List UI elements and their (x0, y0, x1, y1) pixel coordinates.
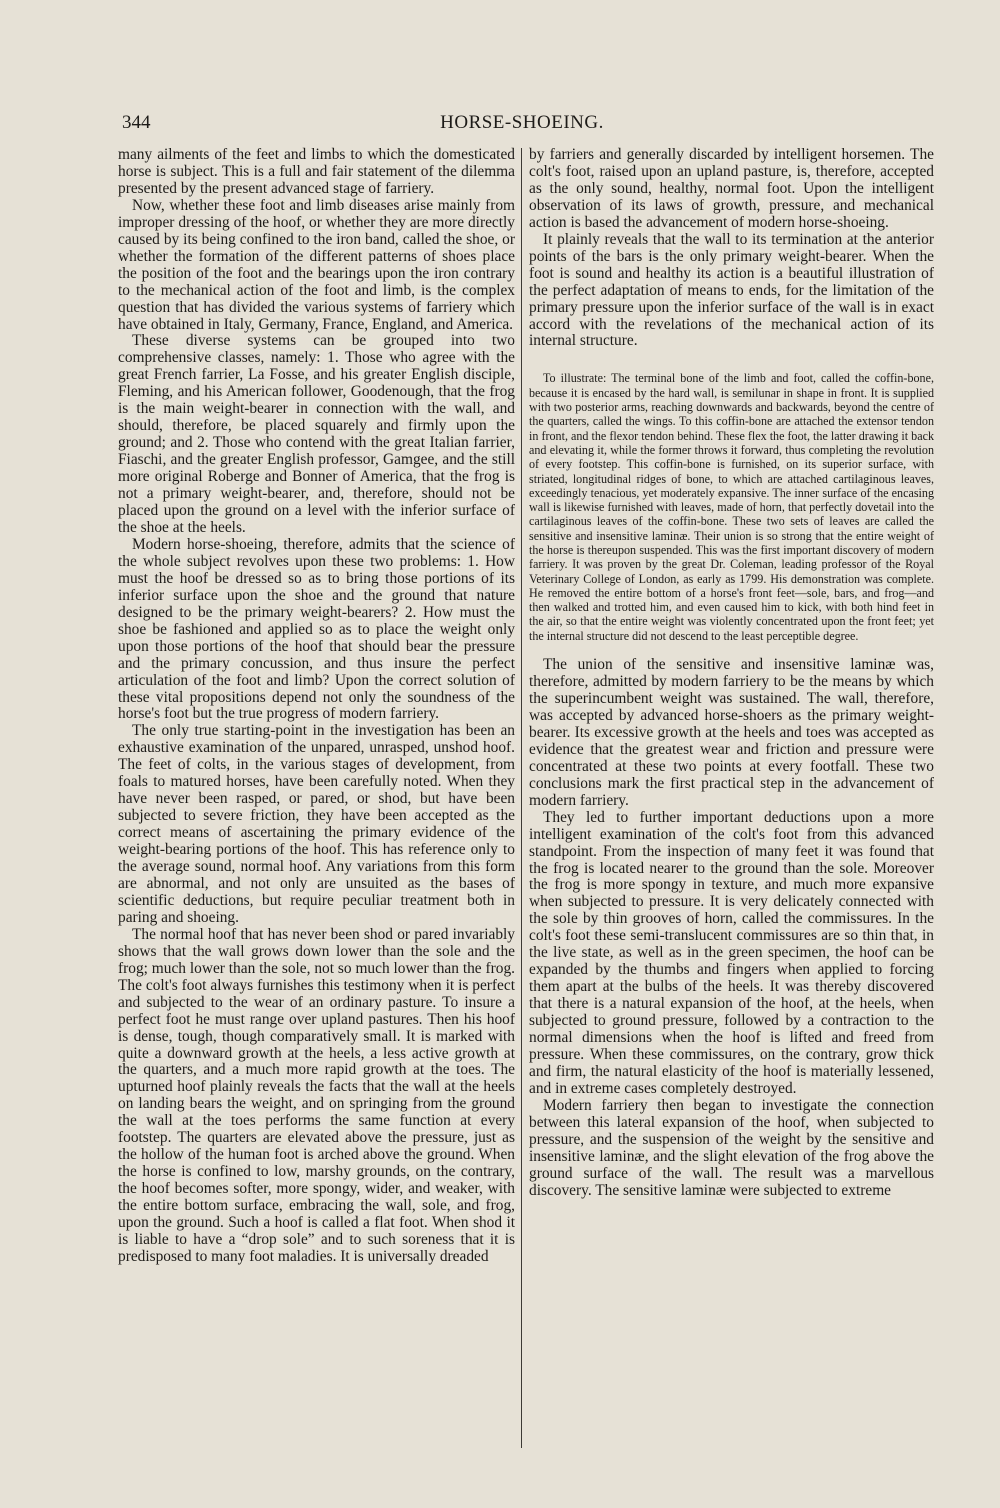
paragraph: The union of the sensitive and insensitive laminæ was, therefore, admitted by modern farriery to be the means by which the superincumbent weight was sustained. The wall, therefore, was accepted by advanced horse-shoers as the primary weight-bearer. Its excessive growth at the heels and toes was accepted as evidence that the greatest wear and friction and pressure were concentrated at these two points at every footfall. These two conclusions mark the first practical step in the advancement of modern farriery. (529, 656, 934, 809)
paragraph: They led to further important deductions upon a more intelligent examination of the colt's foot from this advanced standpoint. From the inspection of many feet it was found that the frog is located nearer to the ground than the sole. Moreover the frog is more spongy in texture, and much more expansive when subjected to pressure. It is very delicately connected with the sole by thin grooves of horn, called the commissures. In the colt's foot these semi-translucent commissures are so thin that, in the live state, as well as in the green specimen, the hoof can be expanded by the thumbs and fingers when applied to forcing them apart at the bulbs of the heels. It was thereby discovered that there is a natural expansion of the hoof, at the heels, when subjected to ground pressure, followed by a contraction to the normal dimensions when the hoof is lifted and freed from pressure. When these commissures, on the contrary, grow thick and firm, the natural elasticity of the hoof is materially lessened, and in extreme cases completely destroyed. (529, 808, 934, 1097)
paragraph: It plainly reveals that the wall to its termination at the anterior points of the bars is the only primary weight-bearer. When the foot is sound and healthy its action is a beautiful illustration of the perfect adaptation of means to ends, for the limitation of the primary pressure upon the inferior surface of the wall is in exact accord with the revelations of the mechanical action of its internal structure. (529, 230, 934, 350)
page-number: 344 (122, 112, 151, 133)
paragraph: Modern farriery then began to investigate the connection between this lateral expansion of the hoof, when subjected to pressure, and the suspension of the weight by the sensitive and insensitive laminæ, and the slight elevation of the frog above the ground surface of the wall. The result was a marvellous discovery. The sensitive laminæ were subjected to extreme (529, 1096, 934, 1199)
paragraph: These diverse systems can be grouped into two comprehensive classes, namely: 1. Those who agree with the great French farrier, La Fosse, and his greater English disciple, Fleming, and his American follower, Goodenough, that the frog is the main weight-bearer in connection with the wall, and should, therefore, be placed squarely and firmly upon the ground; and 2. Those who contend with the great Italian farrier, Fiaschi, and the greater English professor, Gamgee, and the still more original Roberge and Bonner of America, that the frog is not a primary weight-bearer, and, therefore, should not be placed upon the ground on a level with the inferior surface of the shoe at the heels. (118, 332, 515, 536)
paragraph: by farriers and generally discarded by intelligent horsemen. The colt's foot, raised upon an upland pasture, is, therefore, accepted as the only sound, healthy, normal foot. Upon the intelligent observation of its laws of growth, pressure, and mechanical action is based the advancement of modern horse-shoeing. (529, 146, 934, 231)
paragraph: Modern horse-shoeing, therefore, admits that the science of the whole subject revolves upon these two problems: 1. How must the hoof be dressed so as to bring those portions of its inferior surface upon the shoe and the ground that nature designed to be the primary weight-bearers? 2. How must the shoe be fashioned and applied so as to place the weight only upon those portions of the hoof that should bear the pressure and the primary concussion, and thus insure the perfect articulation of the foot and limb? Upon the correct solution of these vital propositions depend not only the soundness of the horse's foot but the true progress of modern farriery. (118, 535, 515, 723)
page-header (122, 112, 922, 138)
paragraph: many ailments of the feet and limbs to which the domesticated horse is subject. This is a full and fair statement of the dilemma presented by the present advanced stage of farriery. (118, 146, 515, 197)
left-column (118, 147, 515, 1457)
column-divider (521, 148, 522, 1448)
paragraph: The normal hoof that has never been shod or pared invariably shows that the wall grows down lower than the sole and the frog; much lower than the sole, not so much lower than the frog. The colt's foot always furnishes this testimony when it is perfect and subjected to the wear of an ordinary pasture. To insure a perfect foot he must range over upland pastures. Then his hoof is dense, tough, though comparatively small. It is marked with quite a downward growth at the heels, a less active growth at the quarters, and a much more rapid growth at the toes. The upturned hoof plainly reveals the facts that the wall at the heels on landing bears the weight, and on springing from the ground the wall at the toes performs the same function at every footstep. The quarters are elevated above the pressure, just as the hollow of the human foot is arched above the ground. When the horse is confined to low, marshy grounds, on the contrary, the hoof becomes softer, more spongy, wider, and weaker, with the entire bottom surface, embracing the wall, sole, and frog, upon the ground. Such a hoof is called a flat foot. When shod it is liable to have a “drop sole” and to such soreness that it is predisposed to many foot maladies. It is universally dreaded (118, 925, 515, 1265)
paragraph: Now, whether these foot and limb diseases arise mainly from improper dressing of the hoof, or whether they are more directly caused by its being confined to the iron band, called the shoe, or whether the formation of the different patterns of shoes place the position of the foot and the bearings upon the iron contrary to the mechanical action of the foot and limb, is the complex question that has divided the various systems of farriery which have obtained in Italy, Germany, France, England, and America. (118, 196, 515, 333)
right-column (529, 147, 934, 1457)
running-head: HORSE-SHOEING. (440, 112, 604, 133)
illustration-note: To illustrate: The terminal bone of the limb and foot, called the coffin-bone, because it is encased by the hard wall, is semilunar in shape in front. It is supplied with two posterior arms, reaching downwards and backwards, beyond the centre of the quarters, called the wings. To this coffin-bone are attached the extensor tendon in front, and the flexor tendon behind. These flex the foot, the latter drawing it back and elevating it, while the former throws it forward, thus completing the revolution of every footstep. This coffin-bone is furnished, on its superior surface, with striated, longitudinal ridges of bone, to which are attached cartilaginous leaves, exceedingly tenacious, yet moderately expansive. The inner surface of the encasing wall is likewise furnished with leaves, made of horn, that perfectly dovetail into the cartilaginous leaves of the coffin-bone. These two sets of leaves are called the sensitive and insensitive laminæ. Their union is so strong that the entire weight of the horse is thereupon suspended. This was the first important discovery of modern farriery. It was proven by the great Dr. Coleman, leading professor of the Royal Veterinary College of London, as early as 1799. His demonstration was complete. He removed the entire bottom of a horse's front feet—sole, bars, and frog—and then walked and trotted him, and even caused him to kick, with both hind feet in the air, so that the entire weight was violently concentrated upon the front feet; yet the internal structure did not descend to the least perceptible degree. (529, 371, 934, 643)
paragraph: The only true starting-point in the investigation has been an exhaustive examination of the unpared, unrasped, unshod hoof. The feet of colts, in the various stages of development, from foals to matured horses, have been carefully noted. When they have never been rasped, or pared, or shod, but have been subjected to severe friction, they have been accepted as the correct means of ascertaining the primary evidence of the weight-bearing portions of the hoof. This has reference only to the average sound, normal hoof. Any variations from this form are abnormal, and not only are unsuited as the bases of scientific deductions, but require peculiar treatment both in paring and shoeing. (118, 722, 515, 926)
